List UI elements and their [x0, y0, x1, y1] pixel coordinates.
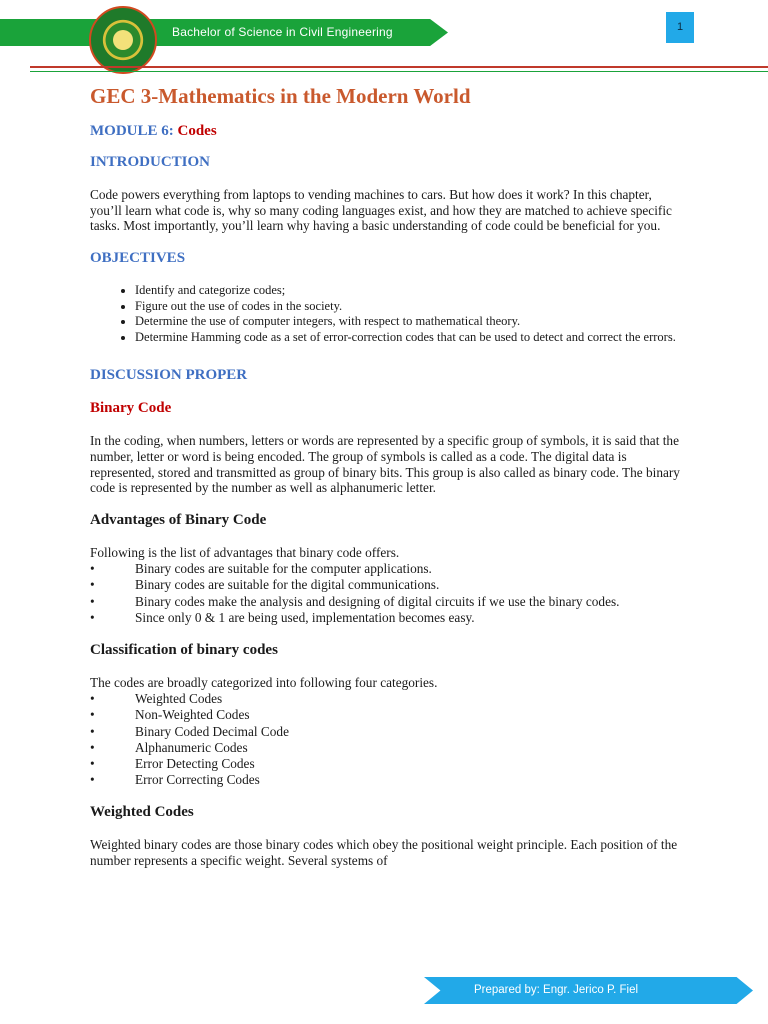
classification-list	[90, 675, 680, 788]
binary-code-heading: Binary Code	[90, 400, 172, 417]
binary-code-text: In the coding, when numbers, letters or words are represented by a specific group of symbols, it is said that the number, letter or word is being encoded. The group of symbols is called as a code. The digital data is represented, stored and transmitted as group of binary bits. This group is also called as binary code. The binary code is represented by the number as well as alphanumeric letter.	[90, 433, 680, 496]
discussion-heading: DISCUSSION PROPER	[90, 367, 248, 384]
bullet: •	[90, 561, 95, 577]
introduction-heading: INTRODUCTION	[90, 154, 211, 170]
header-divider-red	[30, 66, 768, 68]
document-body	[90, 84, 680, 885]
advantage-text: Binary codes are suitable for the digital communications.	[135, 577, 440, 593]
list-item	[90, 740, 680, 756]
bullet: •	[90, 577, 95, 593]
bullet: •	[90, 755, 95, 771]
module-label: MODULE 6	[90, 123, 169, 139]
list-item	[90, 724, 680, 740]
list-item	[90, 691, 680, 707]
page-number: 1	[666, 12, 694, 43]
list-item	[90, 772, 680, 788]
advantages-list	[90, 545, 680, 626]
list-item	[90, 561, 680, 577]
seal-center	[113, 30, 133, 50]
category-text: Non-Weighted Codes	[135, 707, 250, 723]
bullet: •	[90, 593, 95, 609]
list-item	[90, 594, 680, 610]
bullet: •	[90, 723, 95, 739]
university-seal-logo	[89, 6, 157, 74]
list-item	[90, 756, 680, 772]
list-item	[90, 577, 680, 593]
objective-item: • Determine the use of computer integers, with respect to mathematical theory.	[135, 314, 680, 330]
advantage-text: Binary codes make the analysis and designing of digital circuits if we use the binary codes.	[135, 593, 620, 609]
advantage-text: Binary codes are suitable for the computer applications.	[135, 561, 432, 577]
advantages-heading: Advantages of Binary Code	[90, 511, 267, 528]
classification-heading: Classification of binary codes	[90, 641, 278, 658]
header-divider-green	[30, 71, 768, 72]
list-item	[90, 707, 680, 723]
objective-item: • Figure out the use of codes in the society.	[135, 299, 680, 315]
objective-item: • Determine Hamming code as a set of error-correction codes that can be used to detect and correct the errors.	[135, 330, 680, 346]
weighted-codes-text: Weighted binary codes are those binary codes which obey the positional weight principle. Each position of the number represents a specific weight. Several systems of	[90, 837, 678, 869]
category-text: Alphanumeric Codes	[135, 739, 248, 755]
category-text: Weighted Codes	[135, 691, 223, 707]
category-text: Error Detecting Codes	[135, 755, 255, 771]
bullet: •	[90, 739, 95, 755]
module-separator: :	[168, 123, 174, 139]
header-title: Bachelor of Science in Civil Engineering	[172, 25, 393, 39]
objectives-heading: OBJECTIVES	[90, 250, 186, 267]
objectives-list	[90, 283, 680, 345]
objective-item: • Identify and categorize codes;	[135, 283, 680, 299]
module-heading	[90, 123, 680, 140]
document-title: GEC 3-Mathematics in the Modern World	[90, 84, 471, 108]
bullet: •	[90, 691, 95, 707]
module-name: Codes	[177, 123, 217, 139]
category-text: Binary Coded Decimal Code	[135, 723, 289, 739]
list-item	[90, 610, 680, 626]
category-text: Error Correcting Codes	[135, 772, 260, 788]
weighted-codes-heading: Weighted Codes	[90, 804, 194, 821]
advantage-text: Since only 0 & 1 are being used, implementation becomes easy.	[135, 609, 475, 625]
bullet: •	[90, 772, 95, 788]
bullet: •	[90, 707, 95, 723]
advantages-intro: Following is the list of advantages that binary code offers.	[90, 544, 400, 560]
classification-intro: The codes are broadly categorized into following four categories.	[90, 674, 438, 690]
footer-prepared-by: Prepared by: Engr. Jerico P. Fiel	[474, 984, 639, 996]
bullet: •	[90, 609, 95, 625]
introduction-text: Code powers everything from laptops to vending machines to cars. But how does it work? In this chapter, you’ll learn what code is, why so many coding languages exist, and how they are matched to achieve specific tasks. Most importantly, you’ll learn why having a basic understanding of code could be beneficial for you.	[90, 187, 672, 234]
